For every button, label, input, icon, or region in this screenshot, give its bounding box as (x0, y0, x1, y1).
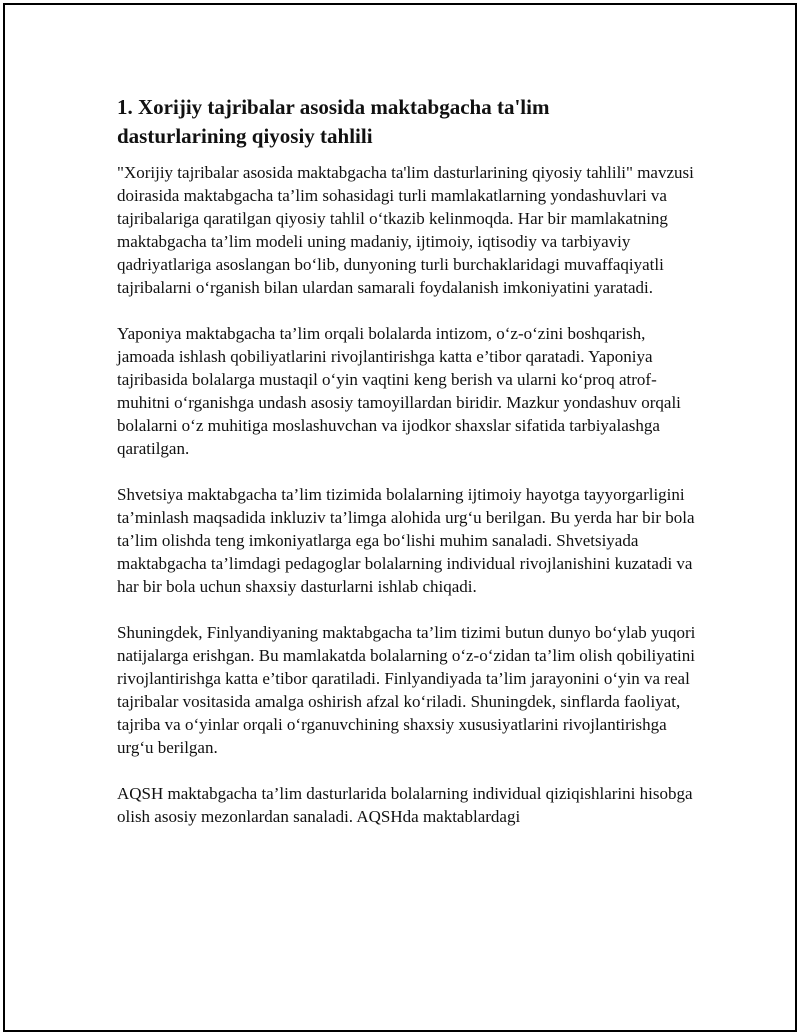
paragraph-finland: Shuningdek, Finlyandiyaning maktabgacha ta’lim tizimi butun dunyo bo‘ylab yuqori natijalarga erishgan. Bu mamlakatda bolalarning o‘z-o‘zidan ta’lim olish qobiliyatini rivojlantirishga katta e’tibor qaratiladi. Finlyandiyada ta’lim jarayonini o‘yin va real tajribalar vositasida amalga oshirish afzal ko‘riladi. Shuningdek, sinflarda faoliyat, tajriba va o‘yinlar orqali o‘rganuvchining shaxsiy xususiyatlarini rivojlantirishga urg‘u berilgan. (117, 623, 696, 757)
section-title-line-1: 1. Xorijiy tajribalar asosida maktabgacha ta'lim (117, 95, 550, 119)
paragraph-intro: "Xorijiy tajribalar asosida maktabgacha ta'lim dasturlarining qiyosiy tahlili" mavzusi doirasida maktabgacha ta’lim sohasidagi turli mamlakatlarning yondashuvlari va tajribalariga qaratilgan qiyosiy tahlil o‘tkazib kelinmoqda. Har bir mamlakatning maktabgacha ta’lim modeli uning madaniy, ijtimoiy, iqtisodiy va tarbiyaviy qadriyatlariga asoslangan bo‘lib, dunyoning turli burchaklaridagi muvaffaqiyatli tajribalarni o‘rganish bilan ulardan samarali foydalanish imkoniyatini yaratadi. (117, 163, 694, 297)
paragraph-usa: AQSH maktabgacha ta’lim dasturlarida bolalarning individual qiziqishlarini hisobga olish asosiy mezonlardan sanaladi. AQSHda maktablardagi (117, 784, 693, 826)
section-title-line-2: dasturlarining qiyosiy tahlili (117, 124, 373, 148)
document-body (117, 93, 697, 828)
paragraph-sweden: Shvetsiya maktabgacha ta’lim tizimida bolalarning ijtimoiy hayotga tayyorgarligini ta’minlash maqsadida inkluziv ta’limga alohida urg‘u berilgan. Bu yerda har bir bola ta’lim olishda teng imkoniyatlarga ega bo‘lishi muhim sanaladi. Shvetsiyada maktabgacha ta’limdagi pedagoglar bolalarning individual rivojlanishini kuzatadi va har bir bola uchun shaxsiy dasturlarni ishlab chiqadi. (117, 485, 695, 596)
paragraph-japan: Yaponiya maktabgacha ta’lim orqali bolalarda intizom, o‘z-o‘zini boshqarish, jamoada ishlash qobiliyatlarini rivojlantirishga katta e’tibor qaratadi. Yaponiya tajribasida bolalarga mustaqil o‘yin vaqtini keng berish va ularni ko‘proq atrof-muhitni o‘rganishga undash asosiy tamoyillardan biridir. Mazkur yondashuv orqali bolalarni o‘z muhitiga moslashuvchan va ijodkor shaxslar sifatida tarbiyalashga qaratilgan. (117, 324, 681, 458)
section-title (117, 93, 697, 151)
